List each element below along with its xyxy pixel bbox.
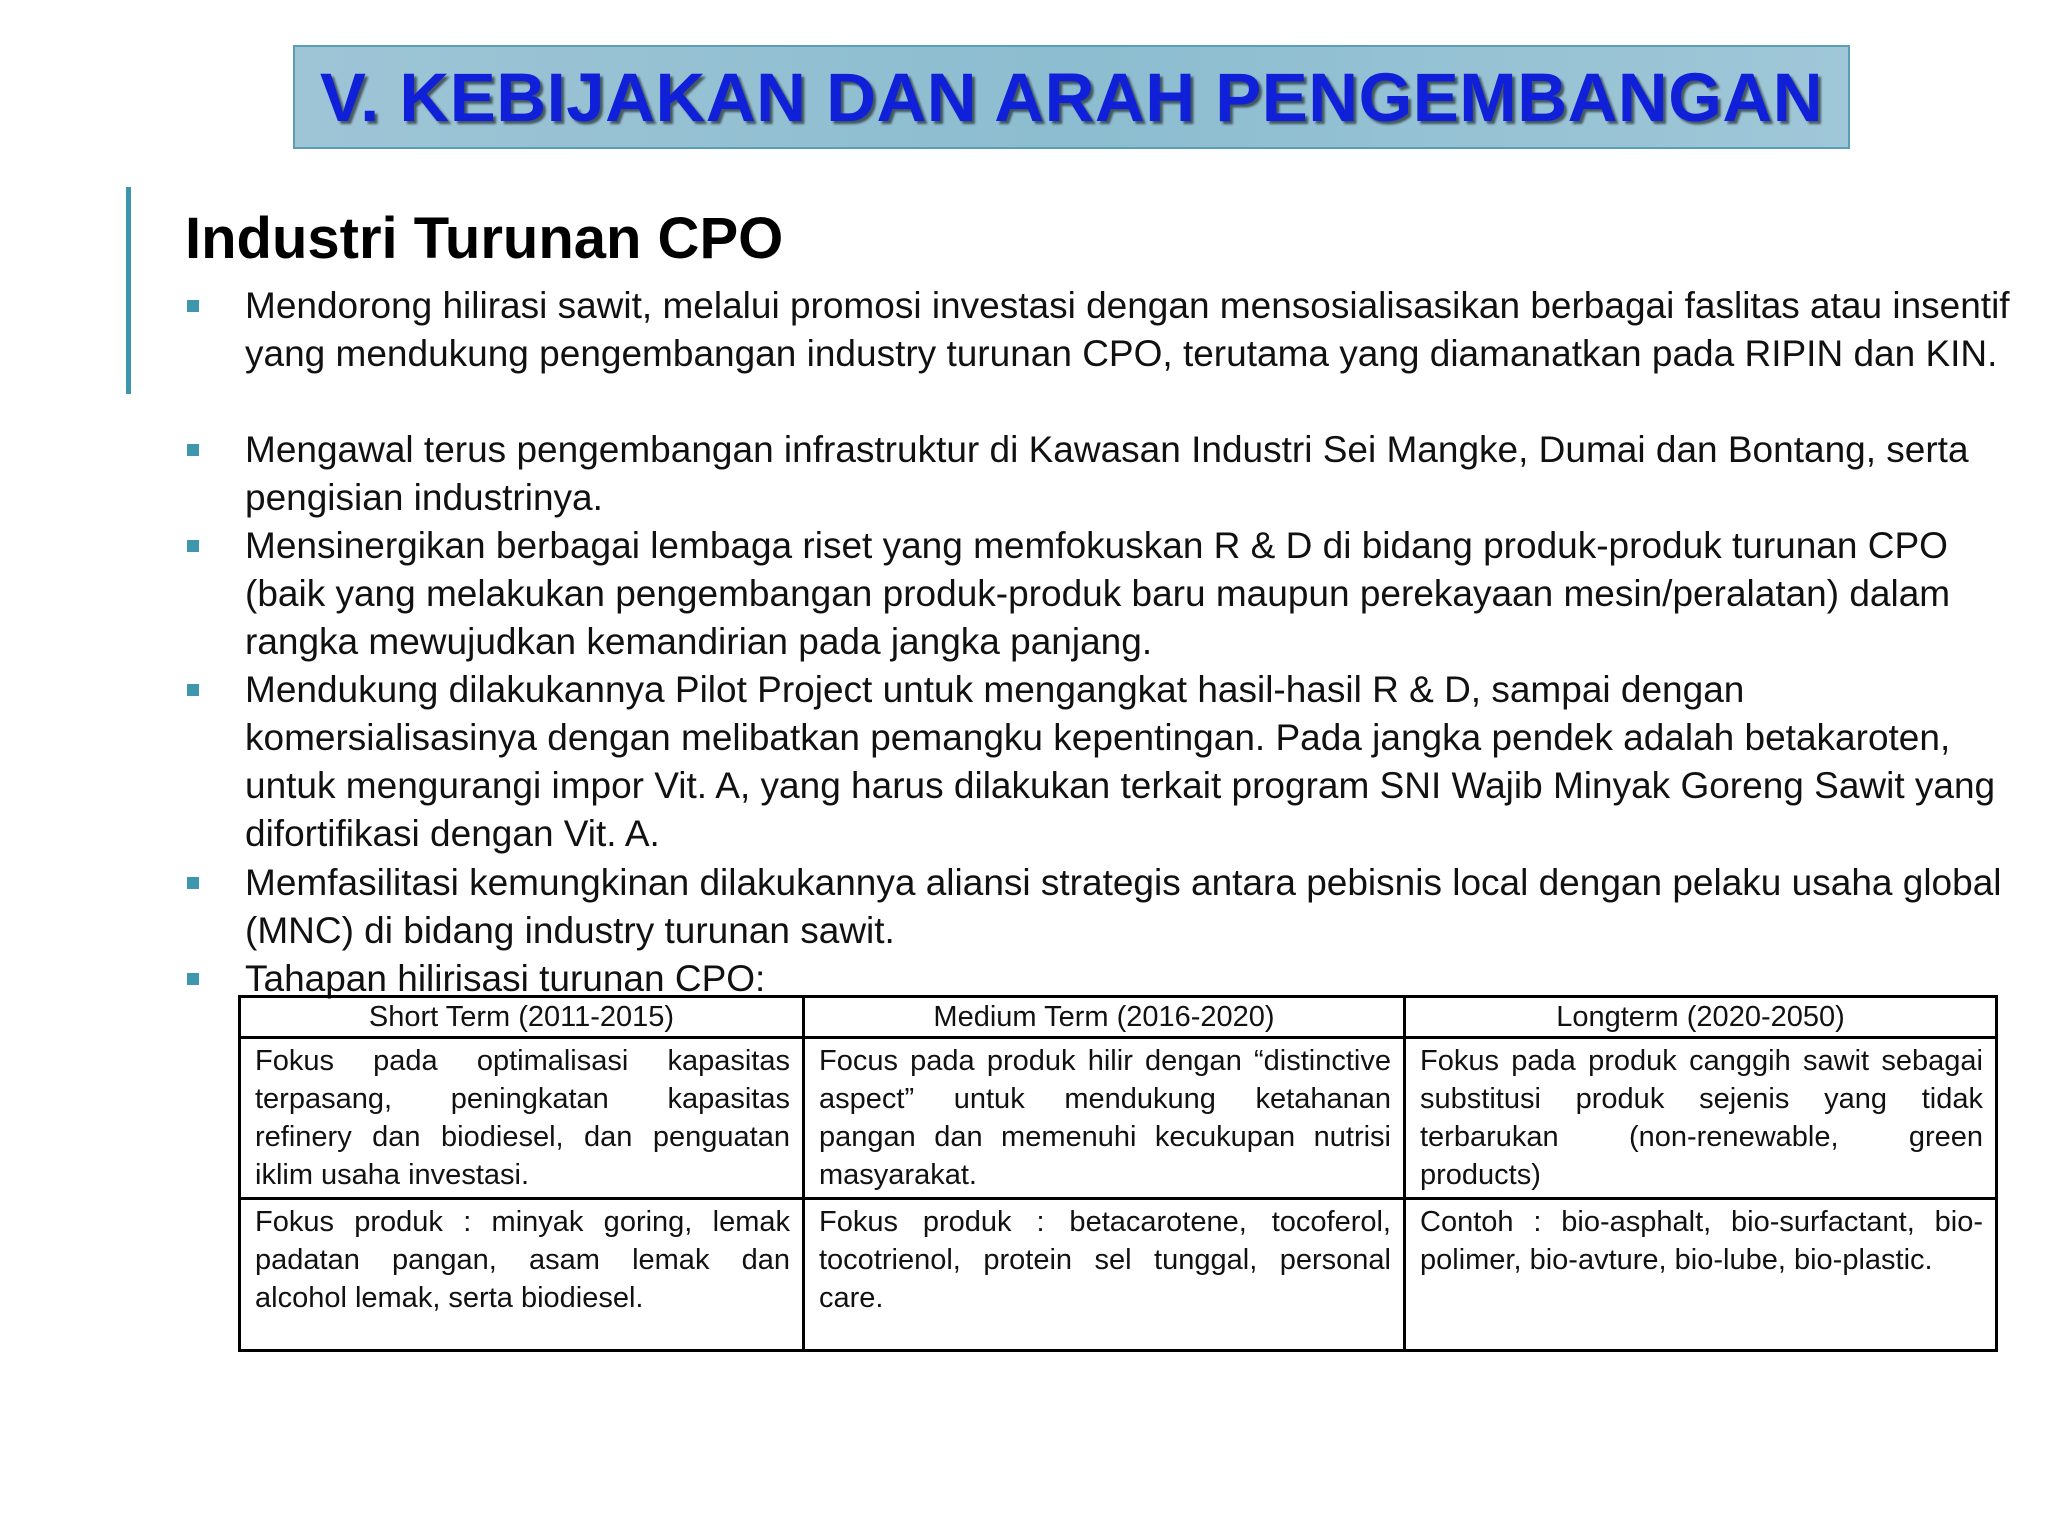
table-cell: Focus pada produk hilir dengan “distinctive aspect” untuk mendukung ketahanan pangan dan memenuhi kecukupan nutrisi masyarakat. <box>804 1038 1405 1199</box>
bullet-text: Memfasilitasi kemungkinan dilakukannya aliansi strategis antara pebisnis local dengan pelaku usaha global (MNC) di bidang industry turunan sawit. <box>245 862 2002 951</box>
title-banner <box>293 45 1850 149</box>
square-bullet-icon <box>187 540 199 552</box>
bullet-text: Tahapan hilirisasi turunan CPO: <box>245 958 766 999</box>
column-header-short-term: Short Term (2011-2015) <box>240 997 804 1038</box>
page-title: V. KEBIJAKAN DAN ARAH PENGEMBANGAN <box>319 58 1824 136</box>
column-header-medium-term: Medium Term (2016-2020) <box>804 997 1405 1038</box>
bullet-text: Mendorong hilirasi sawit, melalui promosi investasi dengan mensosialisasikan berbagai faslitas atau insentif yang mendukung pengembangan industry turunan CPO, terutama yang diamanatkan pada RIPIN dan KIN. <box>245 285 2010 374</box>
hilirisasi-stages-table <box>238 995 1998 1352</box>
table-header-row <box>240 997 1997 1038</box>
table-cell: Fokus produk : betacarotene, tocoferol, tocotrienol, protein sel tunggal, personal care. <box>804 1199 1405 1351</box>
square-bullet-icon <box>187 877 199 889</box>
section-subtitle: Industri Turunan CPO <box>185 206 784 271</box>
accent-rule <box>126 187 131 394</box>
square-bullet-icon <box>187 300 199 312</box>
bullet-text: Mengawal terus pengembangan infrastruktur di Kawasan Industri Sei Mangke, Dumai dan Bontang, serta pengisian industrinya. <box>245 429 1969 518</box>
square-bullet-icon <box>187 973 199 985</box>
column-header-long-term: Longterm (2020-2050) <box>1405 997 1997 1038</box>
bullet-text: Mendukung dilakukannya Pilot Project untuk mengangkat hasil-hasil R & D, sampai dengan komersialisasinya dengan melibatkan pemangku kepentingan. Pada jangka pendek adalah betakaroten, untuk mengurangi impor Vit. A, yang harus dilakukan terkait program SNI Wajib Minyak Goreng Sawit yang difortifikasi dengan Vit. A. <box>245 669 1996 854</box>
table-cell: Fokus produk : minyak goring, lemak padatan pangan, asam lemak dan alcohol lemak, serta biodiesel. <box>240 1199 804 1351</box>
table-row <box>240 1038 1997 1199</box>
table-cell: Contoh : bio-asphalt, bio-surfactant, bio-polimer, bio-avture, bio-lube, bio-plastic. <box>1405 1199 1997 1351</box>
bullet-text: Mensinergikan berbagai lembaga riset yang memfokuskan R & D di bidang produk-produk turunan CPO (baik yang melakukan pengembangan produk-produk baru maupun perekayaan mesin/peralatan) dalam rangka mewujudkan kemandirian pada jangka panjang. <box>245 525 1951 662</box>
table-row <box>240 1199 1997 1351</box>
table-cell: Fokus pada optimalisasi kapasitas terpasang, peningkatan kapasitas refinery dan biodiesel, dan penguatan iklim usaha investasi. <box>240 1038 804 1199</box>
table-cell: Fokus pada produk canggih sawit sebagai substitusi produk sejenis yang tidak terbarukan (non-renewable, green products) <box>1405 1038 1997 1199</box>
square-bullet-icon <box>187 684 199 696</box>
square-bullet-icon <box>187 444 199 456</box>
